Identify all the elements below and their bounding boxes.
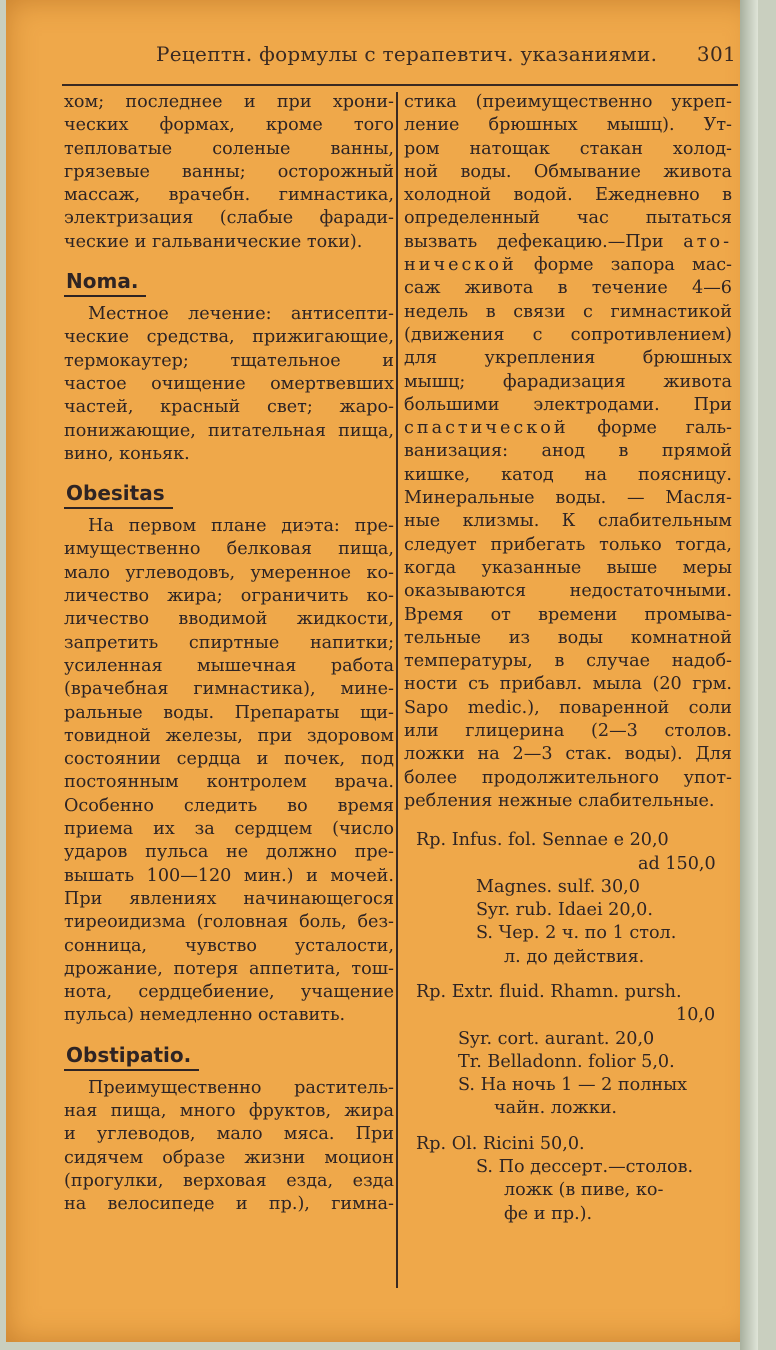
text-line: тельные из воды комнатной (404, 627, 732, 648)
text-line: личество жира; ограничить ко- (64, 586, 394, 607)
text-line: мало углеводовъ, умеренное ко- (64, 562, 394, 583)
rx-line: S. На ночь 1 — 2 полных (458, 1075, 688, 1096)
rx-line: ad 150,0 (638, 853, 716, 874)
text-line: определенный час пытаться (404, 208, 732, 229)
text-line: ударов пульса не должно пре- (64, 842, 394, 863)
text-line: состоянии сердца и почек, под (64, 749, 394, 770)
column-divider (396, 92, 398, 1288)
text-line: (движения с сопротивлением) (404, 324, 732, 345)
rx-line: Syr. rub. Idaei 20,0. (476, 900, 653, 921)
text-line: когда указанные выше меры (404, 557, 732, 578)
text-span: форме галь- (597, 418, 732, 439)
text-line: понижающие, питательная пища, (64, 420, 394, 441)
text-line: термокаутер; тщательное и (64, 350, 394, 371)
text-line: мышц; фарадизация живота (404, 371, 732, 392)
text-line: более продолжительного упот- (404, 767, 732, 788)
rx-line: фе и пр.). (504, 1203, 593, 1224)
text-line: усиленная мышечная работа (64, 655, 394, 676)
text-line: кишке, катод на поясницу. (404, 464, 732, 485)
text-line: электризация (слабые фаради- (64, 208, 394, 229)
rx-line: чайн. ложки. (494, 1098, 618, 1119)
left-column (64, 91, 394, 1216)
book-page (6, 0, 758, 1342)
rx-line: Magnes. sulf. 30,0 (476, 876, 640, 897)
text-line: вино, коньяк. (64, 443, 190, 464)
text-line: (врачебная гимнастика), мине- (64, 679, 394, 700)
rx-line: 10,0 (676, 1005, 716, 1026)
text-span: форме запора мас- (533, 255, 732, 276)
text-line: ральные воды. Препараты щи- (64, 702, 394, 723)
text-line: ческие средства, прижигающие, (64, 327, 394, 348)
text-line: недель в связи с гимнастикой (404, 301, 732, 322)
text-line: стика (преимущественно укреп- (404, 92, 732, 112)
text-line: Sapo medic.), поваренной соли (404, 697, 732, 718)
header-rule (62, 84, 738, 86)
text-line: для укрепления брюшных (404, 348, 732, 369)
prescription-ricini (404, 1133, 732, 1226)
text-line: сонница, чувство усталости, (64, 935, 394, 956)
section-obesitas (64, 515, 394, 1028)
text-line: ные клизмы. К слабительным (404, 511, 732, 532)
text-line: ная пища, много фруктов, жира (64, 1100, 394, 1121)
text-line: нота, сердцебиение, учащение (64, 982, 394, 1003)
running-header (156, 42, 736, 66)
text-line: Особенно следить во время (64, 795, 394, 816)
text-line: имущественно белковая пища, (64, 539, 394, 560)
text-line: Минеральные воды. — Масля- (404, 488, 732, 509)
text-line: сидячем образе жизни моцион (64, 1147, 394, 1168)
spaced-term: ато- (683, 231, 733, 252)
text-line: ческих формах, кроме того (64, 115, 394, 136)
text-line: частое очищение омертвевших (64, 373, 394, 394)
text-line: (прогулки, верховая езда, езда (64, 1170, 394, 1191)
text-line: личество вводимой жидкости, (64, 609, 394, 630)
text-line: оказываются недостаточными. (404, 581, 732, 602)
text-line: ческие и гальванические токи). (64, 231, 363, 252)
section-noma (64, 303, 394, 466)
spaced-term: спастической (404, 418, 569, 439)
rx-line: л. до действия. (504, 946, 645, 967)
text-line: При явлениях начинающегося (64, 888, 394, 909)
rx-line: Syr. cort. aurant. 20,0 (458, 1028, 655, 1049)
heading-obesitas: Obesitas (64, 481, 173, 509)
rx-line: S. По дессерт.—столов. (476, 1157, 694, 1178)
text-line: массаж, врачебн. гимнастика, (64, 185, 394, 206)
text-line: На первом плане диэта: пре- (88, 516, 394, 537)
text-line: большими электродами. При (404, 394, 732, 415)
text-line: холодной водой. Ежедневно в (404, 185, 732, 206)
spaced-term: нической (404, 255, 517, 276)
text-span: вызвать дефекацию.—При (404, 231, 664, 252)
text-line: температуры, в случае надоб- (404, 651, 732, 672)
text-line: следует прибегать только тогда, (404, 534, 732, 555)
heading-obstipatio: Obstipatio. (64, 1043, 199, 1071)
text-line: товидной железы, при здоровом (64, 725, 394, 746)
section-intro (64, 91, 394, 254)
text-line: пульса) немедленно оставить. (64, 1005, 346, 1026)
text-line: и углеводов, мало мяса. При (64, 1124, 394, 1145)
text-line: Время от времени промыва- (404, 604, 732, 625)
page-spine-edge (740, 0, 758, 1350)
running-title: Рецептн. формулы с терапевтич. указаниями. (156, 42, 658, 66)
text-line: запретить спиртные напитки; (64, 632, 394, 653)
text-line: тиреоидизма (головная боль, без- (64, 912, 394, 933)
text-line: хом; последнее и при хрони- (64, 92, 394, 112)
section-obstipatio (64, 1077, 394, 1217)
text-line: Местное лечение: антисепти- (88, 304, 394, 325)
page-number: 301 (696, 42, 736, 66)
text-line: частей, красный свет; жаро- (64, 397, 394, 418)
prescription-senna (404, 829, 732, 969)
rx-line: Rp. Extr. fluid. Rhamn. pursh. (416, 981, 682, 1002)
text-line: ложки на 2—3 стак. воды). Для (404, 744, 732, 765)
text-line: ром натощак стакан холод- (404, 138, 732, 159)
text-line (404, 254, 732, 277)
rx-line: ложк (в пиве, ко- (504, 1180, 664, 1201)
section-obstipatio-continued (404, 91, 732, 813)
text-line (404, 231, 732, 254)
heading-noma: Noma. (64, 269, 146, 297)
text-line (404, 417, 732, 440)
rx-line: Tr. Belladonn. folior 5,0. (458, 1051, 675, 1072)
text-line: ребления нежные слабительные. (404, 790, 715, 811)
text-line: ности съ прибавл. мыла (20 грм. (404, 674, 732, 695)
text-line: дрожание, потеря аппетита, тош- (64, 958, 394, 979)
prescription-rhamnus (404, 981, 732, 1121)
right-column (404, 91, 732, 1226)
text-line: тепловатые соленые ванны, (64, 138, 394, 159)
rx-line: Rp. Infus. fol. Sennae e 20,0 (416, 830, 669, 851)
text-line: ной воды. Обмывание живота (404, 161, 732, 182)
text-line: Преимущественно раститель- (88, 1077, 394, 1098)
text-line: грязевые ванны; осторожный (64, 161, 394, 182)
text-line: ванизация: анод в прямой (404, 441, 732, 462)
rx-line: Rp. Ol. Ricini 50,0. (416, 1133, 585, 1154)
text-line: вышать 100—120 мин.) и мочей. (64, 865, 394, 886)
text-line: постоянным контролем врача. (64, 772, 394, 793)
text-line: или глицерина (2—3 столов. (404, 721, 732, 742)
rx-line: S. Чер. 2 ч. по 1 стол. (476, 923, 677, 944)
text-line: приема их за сердцем (число (64, 819, 394, 840)
text-line: саж живота в течение 4—6 (404, 278, 732, 299)
text-line: на велосипеде и пр.), гимна- (64, 1194, 394, 1215)
text-line: ление брюшных мышц). Ут- (404, 115, 732, 136)
